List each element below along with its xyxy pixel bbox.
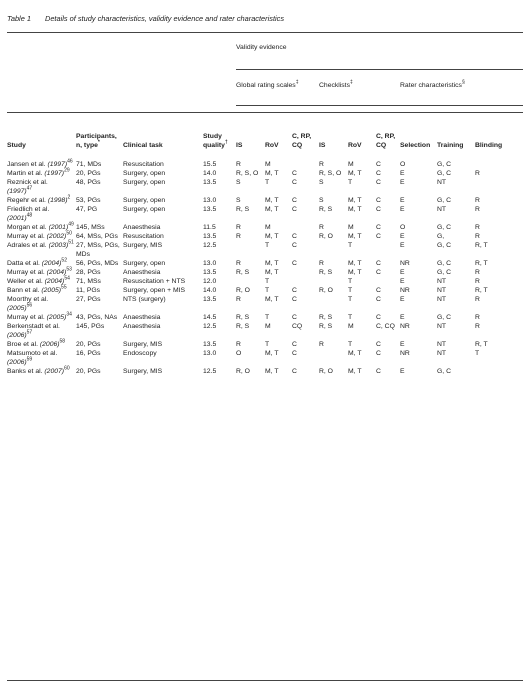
table-row — [7, 241, 523, 259]
clinical-task-cell: Anaesthesia — [123, 224, 161, 231]
table-row — [7, 169, 523, 178]
checklist-is-cell: R — [319, 224, 324, 231]
column-header-grs-c-rp-cq: C, RP, CQ — [292, 133, 312, 149]
clinical-task-cell: Surgery, open — [123, 260, 166, 267]
study-cell: Reznick et al. $(1997)^{47}$ — [7, 179, 48, 195]
clinical-task-cell: Surgery, open + MIS — [123, 287, 186, 294]
participants-cell: 145, MSs — [76, 224, 105, 231]
participants-cell: 27, MSs, PGs, MDs — [76, 242, 120, 258]
checklist-is-cell: R — [319, 161, 324, 168]
checklist-c-cell — [376, 277, 400, 286]
training-cell: G, C — [437, 161, 451, 168]
checklist-is-cell — [319, 277, 348, 286]
table-row — [7, 196, 523, 205]
checklist-rov-cell: M, T — [348, 206, 362, 213]
selection-cell: E — [400, 242, 405, 249]
training-cell: NT — [437, 323, 447, 330]
selection-cell: E — [400, 170, 405, 177]
study-quality-cell: 11.5 — [203, 224, 216, 231]
grs-c-cell: C — [292, 287, 297, 294]
grs-c-cell: C — [292, 314, 297, 321]
clinical-task-cell: Surgery, MIS — [123, 341, 163, 348]
training-cell: G, C — [437, 260, 451, 267]
checklist-is-cell: S — [319, 179, 324, 186]
participants-cell: 28, PGs — [76, 269, 101, 276]
participants-cell: 20, PGs — [76, 341, 101, 348]
grs-is-cell: R, S — [236, 323, 250, 330]
grs-c-cell: C — [292, 170, 297, 177]
study-quality-cell: 14.0 — [203, 170, 217, 177]
checklist-rov-cell: T — [348, 287, 353, 294]
table-caption — [7, 14, 284, 23]
checklist-rov-cell: M — [348, 323, 354, 330]
training-cell: G, C — [437, 314, 451, 321]
grs-c-cell: C — [292, 296, 297, 303]
training-cell: NT — [437, 278, 447, 285]
clinical-task-cell: Surgery, MIS — [123, 368, 163, 375]
checklist-rov-cell: M, T — [348, 233, 362, 240]
selection-cell: E — [400, 296, 405, 303]
checklist-is-cell: R, O — [319, 287, 333, 294]
table-row — [7, 340, 523, 349]
blinding-cell: R, T — [475, 341, 488, 348]
grs-rov-cell: T — [265, 278, 270, 285]
blinding-cell — [475, 367, 523, 376]
checklist-c-cell: C — [376, 269, 381, 276]
checklist-is-cell: R, S — [319, 206, 333, 213]
grs-is-cell: R — [236, 161, 241, 168]
selection-cell: E — [400, 206, 405, 213]
clinical-task-cell: Surgery, open — [123, 170, 166, 177]
table-row — [7, 178, 523, 196]
validity-evidence-header: Validity evidence — [236, 34, 523, 70]
blinding-cell: R — [475, 323, 480, 330]
blinding-cell: R, T — [475, 242, 488, 249]
study-cell: Friedlich et al. $(2001)^{48}$ — [7, 206, 50, 222]
grs-is-cell: S — [236, 197, 241, 204]
study-characteristics-table — [7, 34, 523, 376]
selection-cell: E — [400, 197, 405, 204]
checklists-header: Checklists‡ — [319, 70, 400, 106]
clinical-task-cell: Surgery, MIS — [123, 242, 163, 249]
grs-rov-cell: T — [265, 287, 270, 294]
column-header-checklist-c-rp-cq: C, RP, CQ — [376, 133, 396, 149]
table-row — [7, 349, 523, 367]
study-cell: Bann et al. $(2005)^{55}$ — [7, 284, 67, 294]
checklist-is-cell: R, S — [319, 314, 333, 321]
grs-rov-cell: M, T — [265, 170, 279, 177]
checklist-c-cell: C — [376, 287, 381, 294]
study-cell: Matsumoto et al. $(2006)^{59}$ — [7, 350, 58, 366]
clinical-task-cell: Anaesthesia — [123, 269, 161, 276]
blinding-cell — [475, 178, 523, 196]
study-cell: Murray et al. $(2004)^{53}$ — [7, 266, 72, 276]
selection-cell: E — [400, 341, 405, 348]
study-cell: Berkenstadt et al. $(2006)^{57}$ — [7, 323, 60, 339]
training-cell: G, — [437, 233, 445, 240]
column-header-blinding: Blinding — [475, 142, 503, 149]
grs-c-cell: C — [292, 206, 297, 213]
training-cell: G, C — [437, 197, 451, 204]
study-quality-cell: 13.5 — [203, 206, 217, 213]
checklist-rov-cell: M, T — [348, 197, 362, 204]
checklist-is-cell: R, S, O — [319, 170, 342, 177]
blinding-cell: R — [475, 269, 480, 276]
study-cell: Datta et al. $(2004)^{52}$ — [7, 257, 67, 267]
column-header-grs-rov: RoV — [265, 142, 279, 149]
table-number: Table 1 — [7, 14, 31, 23]
study-cell: Moorthy et al. $(2005)^{56}$ — [7, 296, 49, 312]
checklist-rov-cell: T — [348, 179, 353, 186]
table-row — [7, 295, 523, 313]
study-cell: Murray et al. $(2005)^{34}$ — [7, 311, 72, 321]
selection-cell: O — [400, 161, 406, 168]
study-quality-cell: 14.0 — [203, 287, 217, 294]
blinding-cell: R — [475, 206, 480, 213]
grs-is-cell: R — [236, 341, 241, 348]
training-cell: G, C — [437, 242, 451, 249]
study-quality-cell: 13.0 — [203, 260, 217, 267]
checklist-c-cell: C — [376, 368, 381, 375]
checklist-c-cell: C — [376, 224, 381, 231]
grs-is-cell: R — [236, 224, 241, 231]
checklist-rov-cell: M, T — [348, 350, 362, 357]
clinical-task-cell: Surgery, open — [123, 197, 166, 204]
selection-cell: NR — [400, 287, 410, 294]
table-row — [7, 232, 523, 241]
column-header-checklist-is: IS — [319, 142, 326, 149]
table-title: Details of study characteristics, validity evidence and rater characteristics — [44, 14, 285, 23]
grs-is-cell: R, S — [236, 314, 250, 321]
checklist-c-cell: C — [376, 206, 381, 213]
grs-c-cell: CQ — [292, 323, 303, 330]
table-body — [7, 154, 523, 376]
checklist-is-cell — [319, 349, 348, 367]
checklist-rov-cell: M — [348, 224, 354, 231]
blinding-cell: R — [475, 170, 480, 177]
column-header-study: Study — [7, 142, 26, 149]
grs-is-cell: R — [236, 233, 241, 240]
grs-is-cell: R — [236, 296, 241, 303]
study-cell: Jansen et al. $(1997)^{46}$ — [7, 158, 73, 168]
checklist-rov-cell: T — [348, 296, 353, 303]
grs-rov-cell: M, T — [265, 260, 279, 267]
grs-c-cell: C — [292, 197, 297, 204]
column-header-study-quality: Study quality† — [203, 133, 228, 149]
rater-characteristics-header: Rater characteristics§ — [400, 70, 523, 106]
participants-cell: 20, PGs — [76, 170, 101, 177]
bottom-rule — [7, 680, 523, 681]
selection-cell: O — [400, 224, 406, 231]
checklist-c-cell: C — [376, 296, 381, 303]
blinding-cell: R — [475, 197, 480, 204]
checklist-c-cell: C — [376, 260, 381, 267]
clinical-task-cell: Surgery, open — [123, 179, 166, 186]
blinding-cell: T — [475, 350, 480, 357]
grs-rov-cell: M, T — [265, 269, 279, 276]
selection-cell: E — [400, 314, 405, 321]
checklist-c-cell: C — [376, 314, 381, 321]
grs-c-cell: C — [292, 179, 297, 186]
table-row — [7, 322, 523, 340]
checklist-c-cell: C — [376, 350, 381, 357]
selection-cell: E — [400, 233, 405, 240]
participants-cell: 53, PGs — [76, 197, 101, 204]
top-rule — [7, 32, 523, 33]
study-cell: Weller et al. $(2004)^{54}$ — [7, 275, 70, 285]
checklist-is-cell: R, S — [319, 269, 333, 276]
blinding-cell: R — [475, 233, 480, 240]
global-rating-scales-header: Global rating scales‡ — [236, 70, 319, 106]
participants-cell: 48, PGs — [76, 179, 101, 186]
grs-rov-cell: M — [265, 161, 271, 168]
grs-rov-cell: M, T — [265, 368, 279, 375]
checklist-is-cell: S — [319, 197, 324, 204]
training-cell: NT — [437, 287, 447, 294]
clinical-task-cell: Resuscitation + NTS — [123, 278, 186, 285]
blinding-cell: R, T — [475, 260, 488, 267]
clinical-task-cell: Surgery, open — [123, 206, 166, 213]
grs-c-cell: C — [292, 368, 297, 375]
participants-cell: 64, MSs, PGs — [76, 233, 118, 240]
study-quality-cell: 13.0 — [203, 350, 217, 357]
checklist-rov-cell: T — [348, 314, 353, 321]
grs-is-cell: O — [236, 350, 242, 357]
header-bottom-rule — [7, 112, 523, 113]
table-row — [7, 268, 523, 277]
checklist-c-cell: C — [376, 170, 381, 177]
study-quality-cell: 13.5 — [203, 179, 217, 186]
grs-rov-cell: M — [265, 323, 271, 330]
blinding-cell: R — [475, 224, 480, 231]
checklist-c-cell — [376, 241, 400, 259]
grs-c-cell: C — [292, 260, 297, 267]
grs-rov-cell: M, T — [265, 350, 279, 357]
participants-cell: 11, PGs — [76, 287, 101, 294]
grs-rov-cell: M, T — [265, 233, 279, 240]
study-cell: Murray et al. $(2002)^{50}$ — [7, 230, 72, 240]
grs-c-cell — [292, 154, 319, 169]
checklist-rov-cell: T — [348, 242, 353, 249]
table-row — [7, 259, 523, 268]
participants-cell: 145, PGs — [76, 323, 105, 330]
column-header-selection: Selection — [400, 142, 431, 149]
grs-is-cell: R, O — [236, 287, 250, 294]
study-quality-cell: 12.5 — [203, 242, 217, 249]
study-quality-cell: 13.5 — [203, 233, 217, 240]
grs-is-cell — [236, 241, 265, 259]
selection-cell: E — [400, 278, 405, 285]
table-row — [7, 367, 523, 376]
selection-cell: NR — [400, 323, 410, 330]
participants-cell: 71, MSs — [76, 278, 101, 285]
grs-c-cell: C — [292, 350, 297, 357]
column-header-checklist-rov: RoV — [348, 142, 362, 149]
grs-is-cell: R, S — [236, 269, 250, 276]
table-row — [7, 286, 523, 295]
clinical-task-cell: Anaesthesia — [123, 323, 161, 330]
blinding-cell: R, T — [475, 287, 488, 294]
participants-cell: 47, PG — [76, 206, 98, 213]
checklist-rov-cell: M, T — [348, 368, 362, 375]
checklist-c-cell: C — [376, 161, 381, 168]
grs-rov-cell: T — [265, 179, 270, 186]
selection-cell: E — [400, 269, 405, 276]
study-quality-cell: 14.5 — [203, 314, 217, 321]
study-cell: Morgan et al. $(2001)^{49}$ — [7, 221, 74, 231]
grs-c-cell: C — [292, 341, 297, 348]
grs-is-cell: R, S — [236, 206, 250, 213]
column-header-training: Training — [437, 142, 464, 149]
grs-c-cell — [292, 223, 319, 232]
grs-c-cell — [292, 268, 319, 277]
participants-cell: 71, MDs — [76, 161, 102, 168]
grs-rov-cell: M, T — [265, 296, 279, 303]
training-cell: G, C — [437, 269, 451, 276]
study-quality-cell: 13.5 — [203, 341, 217, 348]
grs-c-cell: C — [292, 242, 297, 249]
training-cell: NT — [437, 341, 447, 348]
checklist-is-cell: R, S — [319, 323, 333, 330]
grs-is-cell: S — [236, 179, 241, 186]
checklist-c-cell: C, CQ — [376, 323, 395, 330]
checklist-rov-cell: M — [348, 161, 354, 168]
blinding-cell — [475, 154, 523, 169]
checklist-rov-cell: M, T — [348, 269, 362, 276]
participants-cell: 16, PGs — [76, 350, 101, 357]
clinical-task-cell: Resuscitation — [123, 233, 164, 240]
table-row — [7, 313, 523, 322]
selection-cell: NR — [400, 350, 410, 357]
selection-cell: E — [400, 179, 405, 186]
grs-is-cell — [236, 277, 265, 286]
grs-c-cell: C — [292, 233, 297, 240]
blinding-cell: R — [475, 296, 480, 303]
study-cell: Regehr et al. $(1998)^2$ — [7, 194, 71, 204]
checklist-c-cell: C — [376, 341, 381, 348]
participants-cell: 20, PGs — [76, 368, 101, 375]
checklist-rov-cell: T — [348, 341, 353, 348]
checklist-is-cell — [319, 295, 348, 313]
study-cell: Martin et al. $(1997)^{29}$ — [7, 167, 70, 177]
column-header-clinical-task: Clinical task — [123, 142, 163, 149]
checklist-is-cell: R — [319, 341, 324, 348]
study-quality-cell: 12.5 — [203, 323, 217, 330]
study-quality-cell: 12.5 — [203, 368, 217, 375]
blinding-cell: R — [475, 314, 480, 321]
grs-c-cell — [292, 277, 319, 286]
clinical-task-cell: Anaesthesia — [123, 314, 161, 321]
grs-rov-cell: M, T — [265, 206, 279, 213]
training-cell: NT — [437, 350, 447, 357]
grs-rov-cell: T — [265, 314, 270, 321]
training-cell: G, C — [437, 368, 451, 375]
table-row — [7, 277, 523, 286]
checklist-rov-cell: M, T — [348, 260, 362, 267]
clinical-task-cell: Endoscopy — [123, 350, 157, 357]
table-row — [7, 205, 523, 223]
participants-cell: 56, PGs, MDs — [76, 260, 119, 267]
blinding-cell: R — [475, 278, 480, 285]
table-row — [7, 154, 523, 169]
participants-cell: 43, PGs, NAs — [76, 314, 118, 321]
table-row — [7, 223, 523, 232]
training-cell: NT — [437, 179, 447, 186]
grs-rov-cell: M, T — [265, 197, 279, 204]
grs-rov-cell: T — [265, 242, 270, 249]
checklist-is-cell — [319, 241, 348, 259]
training-cell: NT — [437, 206, 447, 213]
training-cell: G, C — [437, 224, 451, 231]
study-cell: Broe et al. $(2006)^{58}$ — [7, 338, 66, 348]
checklist-c-cell: C — [376, 197, 381, 204]
column-header-grs-is: IS — [236, 142, 243, 149]
study-cell: Banks et al. $(2007)^{60}$ — [7, 365, 70, 375]
checklist-is-cell: R — [319, 260, 324, 267]
participants-cell: 27, PGs — [76, 296, 101, 303]
study-cell: Adrales et al. $(2003)^{51}$ — [7, 239, 74, 249]
grs-rov-cell: T — [265, 341, 270, 348]
study-quality-cell: 13.5 — [203, 296, 217, 303]
checklist-c-cell: C — [376, 179, 381, 186]
study-quality-cell: 13.0 — [203, 197, 217, 204]
training-cell: G, C — [437, 170, 451, 177]
clinical-task-cell: Resuscitation — [123, 161, 164, 168]
checklist-rov-cell: M, T — [348, 170, 362, 177]
checklist-is-cell: R, O — [319, 233, 333, 240]
grs-is-cell: R, S, O — [236, 170, 259, 177]
grs-is-cell: R, O — [236, 368, 250, 375]
training-cell: NT — [437, 296, 447, 303]
selection-cell: E — [400, 368, 405, 375]
column-header-participants: Participants, n, type* — [76, 133, 117, 149]
study-quality-cell: 15.5 — [203, 161, 217, 168]
clinical-task-cell: NTS (surgery) — [123, 296, 166, 303]
grs-is-cell: R — [236, 260, 241, 267]
checklist-c-cell: C — [376, 233, 381, 240]
study-quality-cell: 13.5 — [203, 269, 217, 276]
selection-cell: NR — [400, 260, 410, 267]
study-quality-cell: 12.0 — [203, 278, 217, 285]
checklist-rov-cell: T — [348, 278, 353, 285]
checklist-is-cell: R, O — [319, 368, 333, 375]
grs-rov-cell: M — [265, 224, 271, 231]
